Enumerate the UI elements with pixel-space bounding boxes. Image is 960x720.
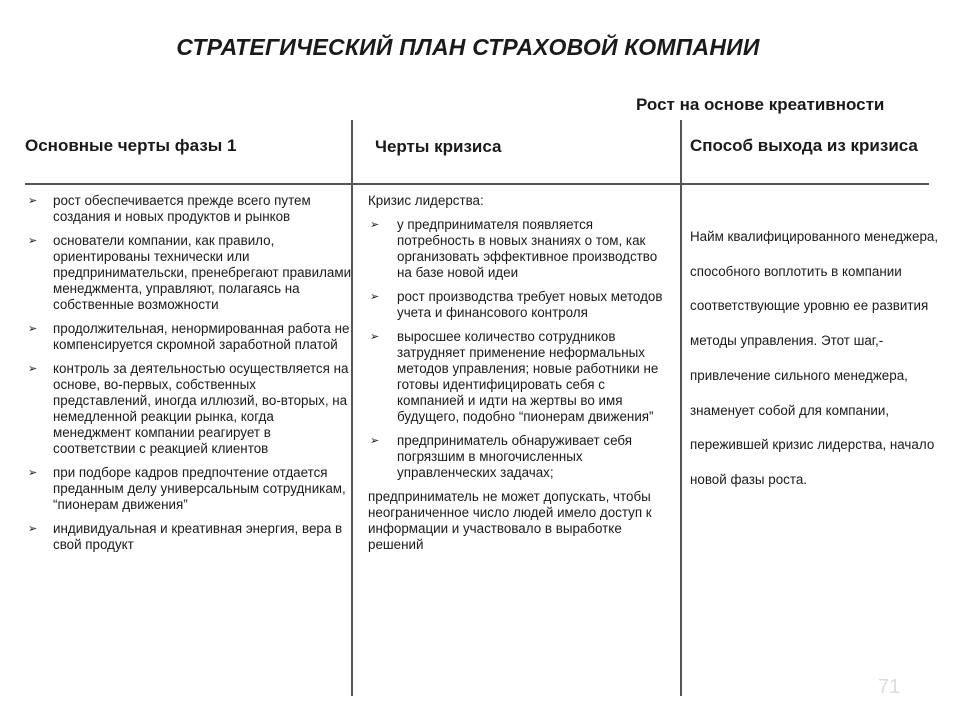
bullet-arrow-icon: ➢ xyxy=(28,523,38,535)
bullet-arrow-icon: ➢ xyxy=(28,467,38,479)
bullet-arrow-icon: ➢ xyxy=(370,331,380,343)
col2-list xyxy=(368,193,668,561)
list-item: ➢ предприниматель обнаруживает себя погрязшим в многочисленных управленческих задачах; xyxy=(370,433,632,480)
col1-list xyxy=(26,193,354,561)
header-col3: Способ выхода из кризиса xyxy=(690,136,918,155)
list-item: ➢ продолжительная, ненормированная работа не компенсируется скромной заработной платой xyxy=(28,321,350,352)
page-title: СТРАТЕГИЧЕСКИЙ ПЛАН СТРАХОВОЙ КОМПАНИИ xyxy=(176,34,760,60)
bullet-arrow-icon: ➢ xyxy=(28,363,38,375)
bullet-arrow-icon: ➢ xyxy=(370,435,380,447)
column-divider-2 xyxy=(680,120,682,696)
solution-text: Найм квалифицированного менеджера, способного воплотить в компании соответствующие уровню ее развития методы управления. Этот шаг,-привлечение сильного менеджера, знаменует собой для компании, пережившей кризис лидерства, начало новой фазы роста. xyxy=(690,229,939,487)
list-item: ➢ рост обеспечивается прежде всего путем создания и новых продуктов и рынков xyxy=(28,193,311,224)
page-number: 71 xyxy=(878,676,901,698)
list-item: ➢ рост производства требует новых методов учета и финансового контроля xyxy=(370,289,663,320)
bullet-arrow-icon: ➢ xyxy=(28,195,38,207)
bullet-arrow-icon: ➢ xyxy=(28,323,38,335)
header-divider xyxy=(25,183,929,185)
page-subtitle: Рост на основе креативности xyxy=(636,95,885,114)
list-item: ➢ у предпринимателя появляется потребность в новых знаниях о том, как организовать эффективное производство на базе новой идеи xyxy=(370,217,658,280)
list-item: ➢ при подборе кадров предпочтение отдается преданным делу универсальным сотрудникам, “пионерам движения” xyxy=(28,465,346,512)
bullet-arrow-icon: ➢ xyxy=(370,219,380,231)
bullet-arrow-icon: ➢ xyxy=(370,291,380,303)
list-item: ➢ индивидуальная и креативная энергия, вера в свой продукт xyxy=(28,521,343,552)
bullet-arrow-icon: ➢ xyxy=(28,235,38,247)
list-item: ➢ выросшее количество сотрудников затрудняет применение неформальных методов управления; новые работники не готовы идентифицировать себя с компанией и идти на жертвы во имя будущего, подобно “пионерам движения” xyxy=(370,329,659,424)
list-item: ➢ контроль за деятельностью осуществляется на основе, во-первых, собственных представлений, иногда иллюзий, во-вторых, на немедленной реакции рынка, когда менеджмент компании реагирует в соответствии с реакцией клиентов xyxy=(28,361,349,456)
crisis-intro: Кризис лидерства: xyxy=(368,193,484,208)
header-col1: Основные черты фазы 1 xyxy=(25,136,237,155)
list-item: ➢ основатели компании, как правило, ориентированы технически или предпринимательски, пренебрегают правилами менеджмента, управляют, полагаясь на собственные возможности xyxy=(28,233,352,312)
crisis-outro: предприниматель не может допускать, чтобы неограниченное число людей имело доступ к информации и участвовало в выработке решений xyxy=(368,489,652,552)
header-col2: Черты кризиса xyxy=(375,137,502,156)
